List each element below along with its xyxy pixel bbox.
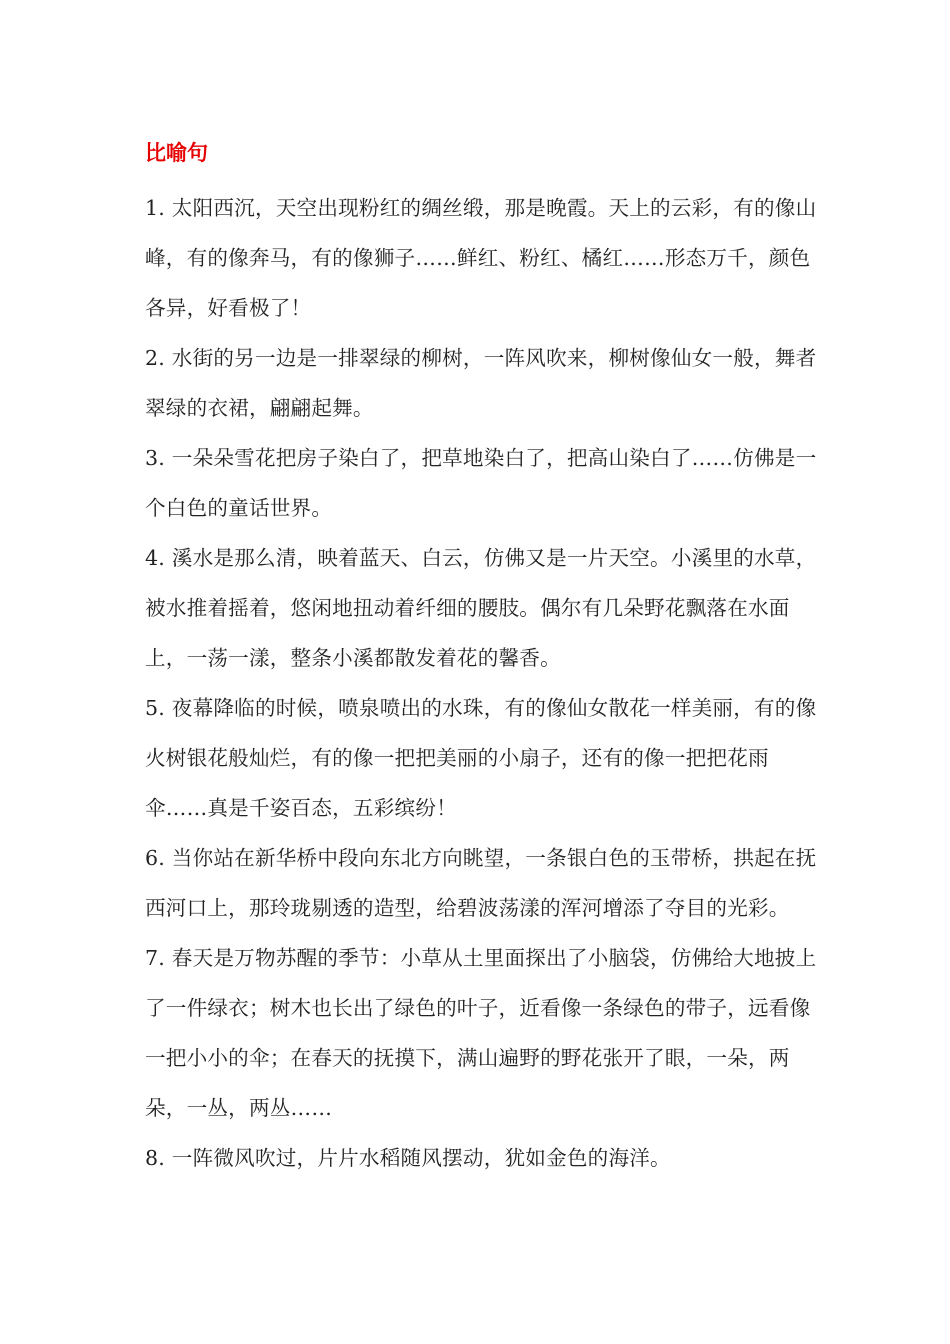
paragraph-4: 4. 溪水是那么清，映着蓝天、白云，仿佛又是一片天空。小溪里的水草，被水推着摇着，悠闲地扭动着纤细的腰肢。偶尔有几朵野花飘落在水面上，一荡一漾，整条小溪都散发着花的馨香。 — [145, 546, 817, 670]
paragraph-6: 6. 当你站在新华桥中段向东北方向眺望，一条银白色的玉带桥，拱起在抚西河口上，那玲珑剔透的造型，给碧波荡漾的浑河增添了夺目的光彩。 — [145, 846, 817, 920]
paragraph-8: 8. 一阵微风吹过，片片水稻随风摆动，犹如金色的海洋。 — [145, 1146, 671, 1170]
paragraph-1: 1. 太阳西沉，天空出现粉红的绸丝缎，那是晚霞。天上的云彩，有的像山峰，有的像奔马，有的像狮子……鲜红、粉红、橘红……形态万千，颜色各异，好看极了！ — [145, 196, 817, 320]
paragraph-7: 7. 春天是万物苏醒的季节：小草从土里面探出了小脑袋，仿佛给大地披上了一件绿衣；树木也长出了绿色的叶子，近看像一条绿色的带子，远看像一把小小的伞；在春天的抚摸下，满山遍野的野花张开了眼，一朵，两朵，一丛，两丛…… — [145, 946, 817, 1120]
document-body — [145, 183, 820, 1183]
paragraph-3: 3. 一朵朵雪花把房子染白了，把草地染白了，把高山染白了……仿佛是一个白色的童话世界。 — [145, 446, 817, 520]
paragraph-2: 2. 水街的另一边是一排翠绿的柳树，一阵风吹来，柳树像仙女一般，舞者翠绿的衣裙，翩翩起舞。 — [145, 346, 817, 420]
page-title: 比喻句 — [145, 140, 208, 165]
paragraph-5: 5. 夜幕降临的时候，喷泉喷出的水珠，有的像仙女散花一样美丽，有的像火树银花般灿烂，有的像一把把美丽的小扇子，还有的像一把把花雨伞……真是千姿百态，五彩缤纷！ — [145, 696, 817, 820]
